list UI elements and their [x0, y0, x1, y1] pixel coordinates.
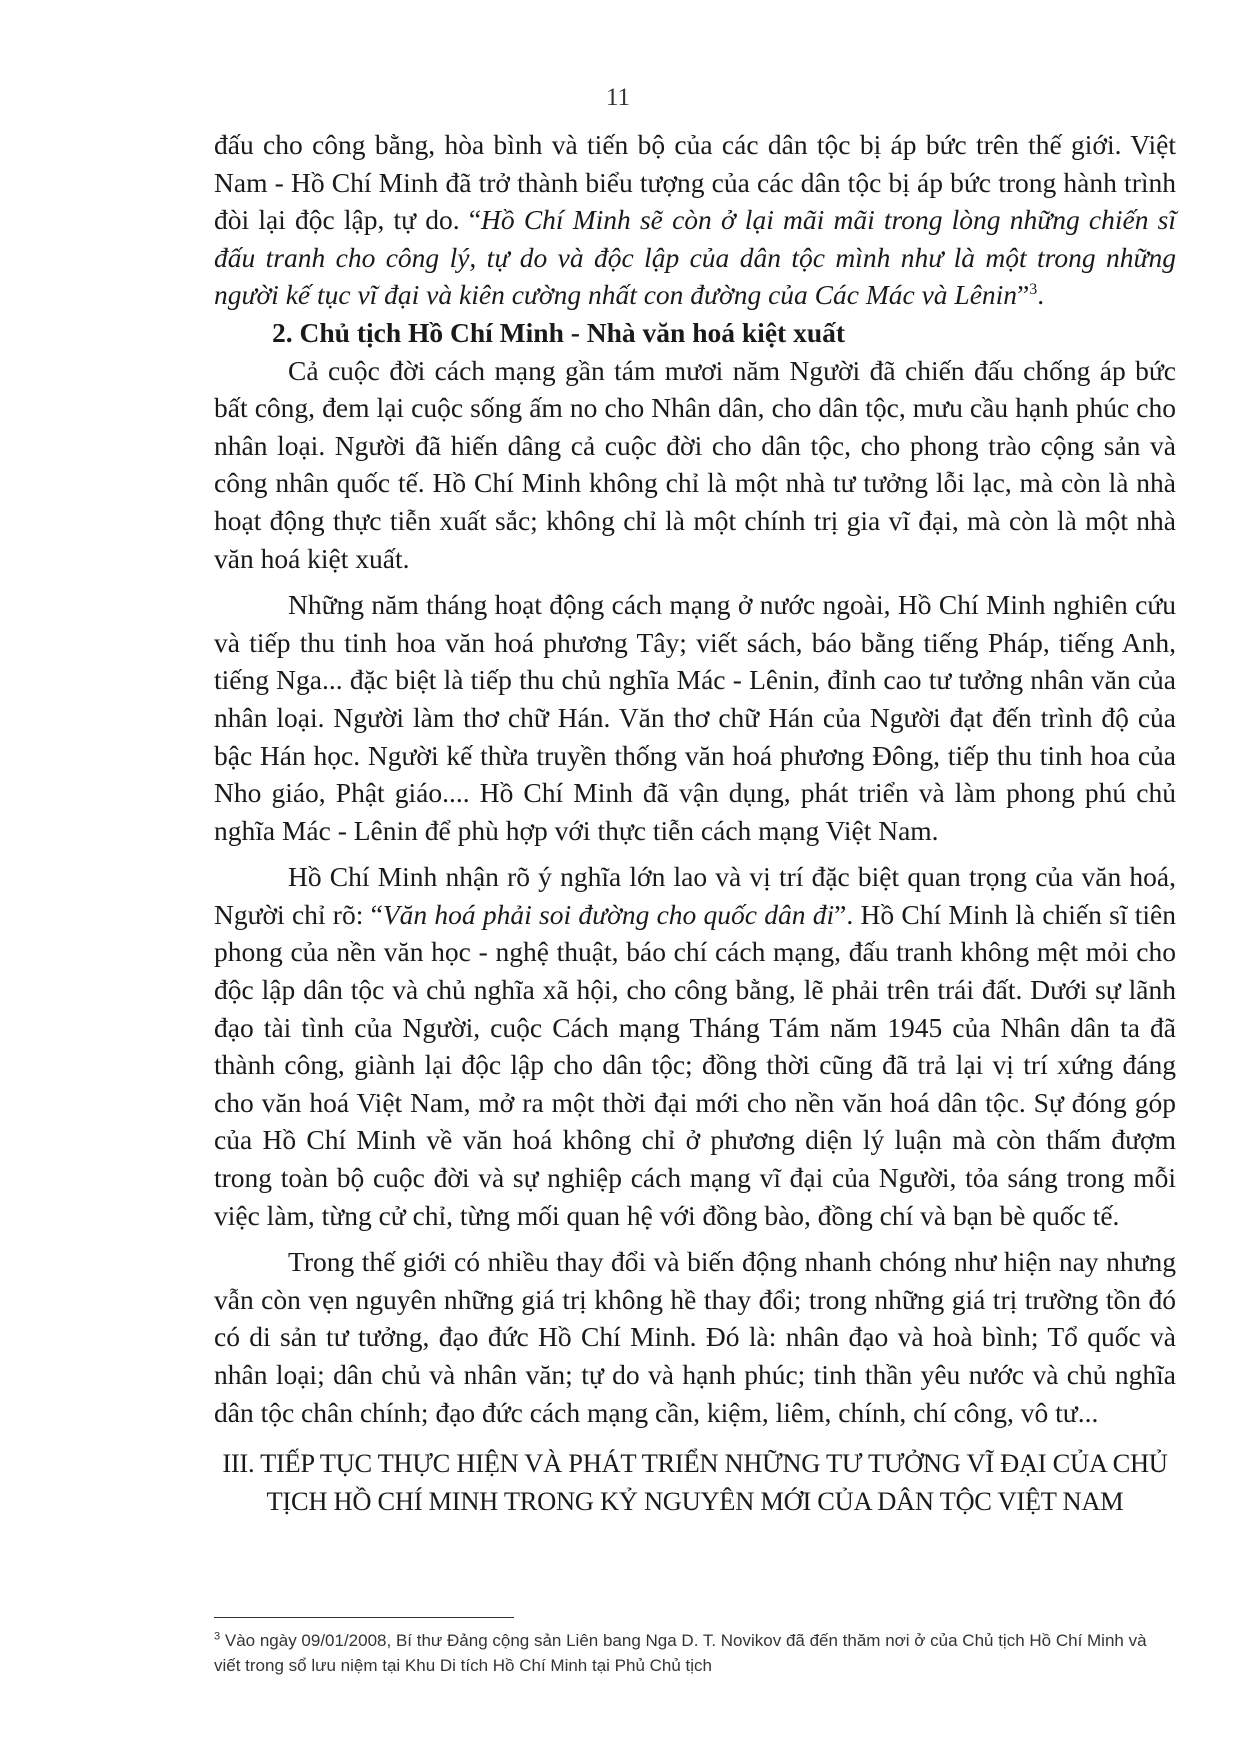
- footnote-text: Vào ngày 09/01/2008, Bí thư Đảng cộng sản Liên bang Nga D. T. Novikov đã đến thăm nơi ở của Chủ tịch Hồ Chí Minh và viết trong sổ lưu niệm tại Khu Di tích Hồ Chí Minh tại Phủ Chủ tịch: [214, 1631, 1147, 1675]
- footnote-divider: [214, 1617, 514, 1618]
- section-heading-3: III. TIẾP TỤC THỰC HIỆN VÀ PHÁT TRIỂN NHỮNG TƯ TƯỞNG VĨ ĐẠI CỦA CHỦ TỊCH HỒ CHÍ MINH TRONG KỶ NGUYÊN MỚI CỦA DÂN TỘC VIỆT NAM: [222, 1448, 1168, 1516]
- intro-quote-close: ”: [1017, 279, 1030, 311]
- paragraph-1: Cả cuộc đời cách mạng gần tám mươi năm Người đã chiến đấu chống áp bức bất công, đem lại cuộc sống ấm no cho Nhân dân, cho dân tộc, mưu cầu hạnh phúc cho nhân loại. Người đã hiến dâng cả cuộc đời cho dân tộc, cho phong trào cộng sản và công nhân quốc tế. Hồ Chí Minh không chỉ là một nhà tư tưởng lỗi lạc, mà còn là nhà hoạt động thực tiễn xuất sắc; không chỉ là một chính trị gia vĩ đại, mà còn là một nhà văn hoá kiệt xuất.: [214, 354, 1176, 574]
- section-heading-2: 2. Chủ tịch Hồ Chí Minh - Nhà văn hoá kiệt xuất: [272, 316, 846, 348]
- paragraph-4: Trong thế giới có nhiều thay đổi và biến động nhanh chóng như hiện nay nhưng vẫn còn vẹn nguyên những giá trị không hề thay đổi; trong những giá trị trường tồn đó có di sản tư tưởng, đạo đức Hồ Chí Minh. Đó là: nhân đạo và hoà bình; Tổ quốc và nhân loại; dân chủ và nhân văn; tự do và hạnh phúc; tinh thần yêu nước và chủ nghĩa dân tộc chân chính; đạo đức cách mạng cần, kiệm, liêm, chính, chí công, vô tư...: [214, 1246, 1176, 1428]
- paragraph-3-rest: ”. Hồ Chí Minh là chiến sĩ tiên phong của nền văn học - nghệ thuật, báo chí cách mạng, đấu tranh không mệt mỏi cho độc lập dân tộc và chủ nghĩa xã hội, cho công bằng, lẽ phải trên trái đất. Dưới sự lãnh đạo tài tình của Người, cuộc Cách mạng Tháng Tám năm 1945 của Nhân dân ta đã thành công, giành lại độc lập cho dân tộc; đồng thời cũng đã trả lại vị trí xứng đáng cho văn hoá Việt Nam, mở ra một thời đại mới cho nền văn hoá dân tộc. Sự đóng góp của Hồ Chí Minh về văn hoá không chỉ ở phương diện lý luận mà còn thấm đượm trong toàn bộ cuộc đời và sự nghiệp cách mạng vĩ đại của Người, tỏa sáng trong mỗi việc làm, từng cử chỉ, từng mối quan hệ với đồng bào, đồng chí và bạn bè quốc tế.: [214, 898, 1176, 1231]
- intro-quote: Hồ Chí Minh sẽ còn ở lại mãi mãi trong lòng những chiến sĩ đấu tranh cho công lý, tự do và độc lập của dân tộc mình như là một trong những người kế tục vĩ đại và kiên cường nhất con đường của Các Mác và Lênin: [214, 204, 1176, 311]
- paragraph-3-quote: Văn hoá phải soi đường cho quốc dân đi: [382, 898, 835, 930]
- paragraph-3-text: Hồ Chí Minh nhận rõ ý nghĩa lớn lao và vị trí đặc biệt quan trọng của văn hoá, Người chỉ rõ: “: [214, 861, 1176, 930]
- page-number: 11: [605, 84, 631, 111]
- paragraph-3: [214, 858, 1176, 1234]
- paragraph-2: Những năm tháng hoạt động cách mạng ở nước ngoài, Hồ Chí Minh nghiên cứu và tiếp thu tinh hoa văn hoá phương Tây; viết sách, báo bằng tiếng Pháp, tiếng Anh, tiếng Nga... đặc biệt là tiếp thu chủ nghĩa Mác - Lênin, đỉnh cao tư tưởng nhân văn của nhân loại. Người làm thơ chữ Hán. Văn thơ chữ Hán của Người đạt đến trình độ của bậc Hán học. Người kế thừa truyền thống văn hoá phương Đông, tiếp thu tinh hoa của Nho giáo, Phật giáo.... Hồ Chí Minh đã vận dụng, phát triển và làm phong phú chủ nghĩa Mác - Lênin để phù hợp với thực tiễn cách mạng Việt Nam.: [214, 589, 1176, 846]
- intro-paragraph: [214, 126, 1176, 314]
- footnote: [214, 1628, 1176, 1678]
- intro-text: đấu cho công bằng, hòa bình và tiến bộ của các dân tộc bị áp bức trên thế giới. Việt Nam - Hồ Chí Minh đã trở thành biểu tượng của các dân tộc bị áp bức trong hành trình đòi lại độc lập, tự do. “: [214, 129, 1176, 236]
- footnote-marker: 3: [214, 1630, 221, 1643]
- intro-period: .: [1037, 279, 1045, 311]
- footnote-reference: 3: [1029, 281, 1038, 299]
- document-body: [214, 126, 1176, 1520]
